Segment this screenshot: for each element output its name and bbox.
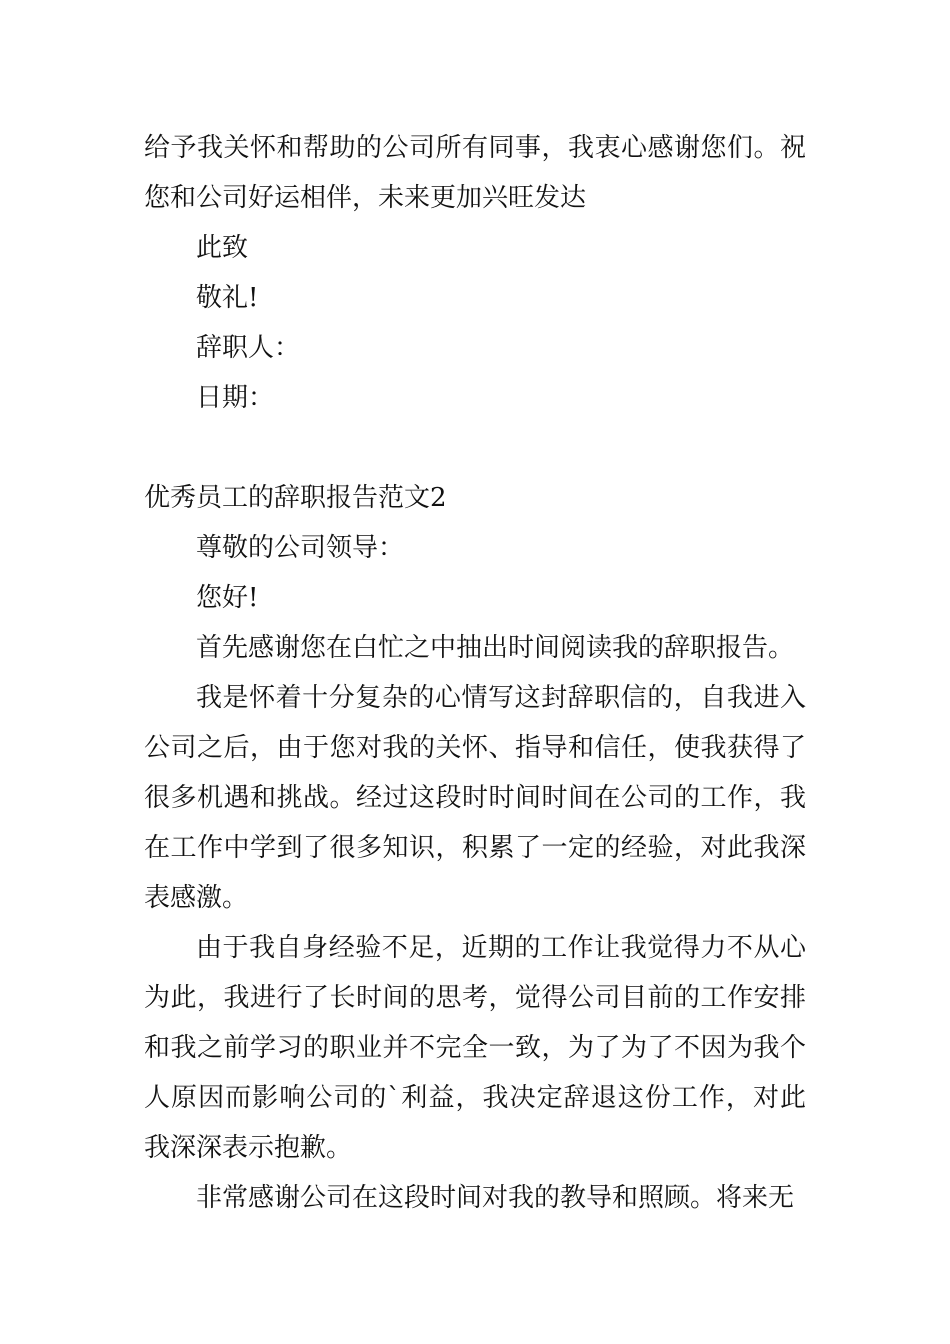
- paragraph-thanks: 首先感谢您在白忙之中抽出时间阅读我的辞职报告。: [196, 633, 795, 663]
- closing-paragraph: 给予我关怀和帮助的公司所有同事，我衷心感谢您们。祝您和公司好运相伴，未来更加兴旺发达: [144, 133, 806, 213]
- paragraph-gratitude: 非常感谢公司在这段时间对我的教导和照顾。将来无: [196, 1183, 795, 1213]
- section-title: 优秀员工的辞职报告范文2: [144, 483, 447, 513]
- salutation-cizhi: 此致: [196, 233, 249, 263]
- signature-date: 日期：: [196, 383, 275, 413]
- paragraph-feelings: 我是怀着十分复杂的心情写这封辞职信的，自我进入公司之后，由于您对我的关怀、指导和信任，使我获得了很多机遇和挑战。经过这段时时间时间在公司的工作，我在工作中学到了很多知识，积累了一定的经验，对此我深表感激。: [144, 683, 806, 913]
- signature-resigner: 辞职人：: [196, 333, 301, 363]
- greeting-hello: 您好!: [196, 583, 259, 613]
- salutation-jingli: 敬礼!: [196, 283, 259, 313]
- document-body: [144, 123, 806, 1223]
- greeting-recipient: 尊敬的公司领导：: [196, 533, 405, 563]
- paragraph-reason: 由于我自身经验不足，近期的工作让我觉得力不从心为此，我进行了长时间的思考，觉得公司目前的工作安排和我之前学习的职业并不完全一致，为了为了不因为我个人原因而影响公司的`利益，我决定辞退这份工作，对此我深深表示抱歉。: [144, 933, 806, 1163]
